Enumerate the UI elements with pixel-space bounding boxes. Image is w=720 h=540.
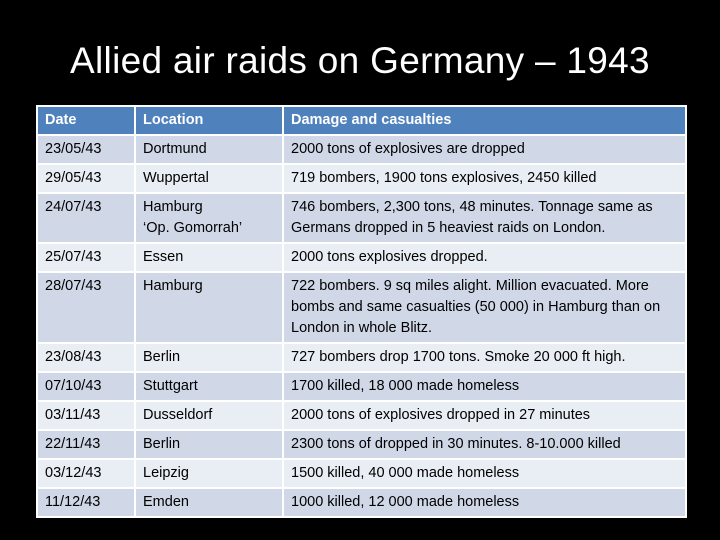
cell-location: Stuttgart (135, 372, 283, 401)
table-row (37, 372, 686, 401)
table-row (37, 272, 686, 343)
header-date: Date (37, 106, 135, 135)
cell-location: Hamburg ‘Op. Gomorrah’ (135, 193, 283, 243)
cell-damage: 1700 killed, 18 000 made homeless (283, 372, 686, 401)
raids-table (36, 105, 687, 518)
cell-location: Dortmund (135, 135, 283, 164)
cell-date: 11/12/43 (37, 488, 135, 517)
cell-location: Leipzig (135, 459, 283, 488)
cell-date: 29/05/43 (37, 164, 135, 193)
cell-location: Dusseldorf (135, 401, 283, 430)
table-row (37, 488, 686, 517)
table-row (37, 135, 686, 164)
cell-location: Essen (135, 243, 283, 272)
cell-damage: 722 bombers. 9 sq miles alight. Million evacuated. More bombs and same casualties (50 000) in Hamburg than on London in whole Blitz. (283, 272, 686, 343)
cell-damage: 1000 killed, 12 000 made homeless (283, 488, 686, 517)
table-row (37, 430, 686, 459)
cell-date: 25/07/43 (37, 243, 135, 272)
table-row (37, 343, 686, 372)
cell-damage: 2000 tons of explosives dropped in 27 minutes (283, 401, 686, 430)
table-row (37, 459, 686, 488)
cell-damage: 2000 tons of explosives are dropped (283, 135, 686, 164)
cell-damage: 2000 tons explosives dropped. (283, 243, 686, 272)
cell-date: 22/11/43 (37, 430, 135, 459)
cell-date: 03/11/43 (37, 401, 135, 430)
cell-location: Wuppertal (135, 164, 283, 193)
cell-damage: 1500 killed, 40 000 made homeless (283, 459, 686, 488)
cell-date: 23/05/43 (37, 135, 135, 164)
header-damage: Damage and casualties (283, 106, 686, 135)
cell-damage: 2300 tons of dropped in 30 minutes. 8-10.000 killed (283, 430, 686, 459)
cell-location: Emden (135, 488, 283, 517)
cell-location: Berlin (135, 430, 283, 459)
cell-date: 23/08/43 (37, 343, 135, 372)
cell-date: 24/07/43 (37, 193, 135, 243)
table-header-row (37, 106, 686, 135)
cell-location: Hamburg (135, 272, 283, 343)
cell-date: 07/10/43 (37, 372, 135, 401)
table-row (37, 243, 686, 272)
table-row (37, 164, 686, 193)
table-row (37, 401, 686, 430)
cell-damage: 719 bombers, 1900 tons explosives, 2450 killed (283, 164, 686, 193)
cell-date: 03/12/43 (37, 459, 135, 488)
slide-title: Allied air raids on Germany – 1943 (70, 40, 650, 81)
cell-damage: 746 bombers, 2,300 tons, 48 minutes. Tonnage same as Germans dropped in 5 heaviest raids on London. (283, 193, 686, 243)
header-location: Location (135, 106, 283, 135)
cell-location: Berlin (135, 343, 283, 372)
cell-damage: 727 bombers drop 1700 tons. Smoke 20 000 ft high. (283, 343, 686, 372)
cell-date: 28/07/43 (37, 272, 135, 343)
table-row (37, 193, 686, 243)
